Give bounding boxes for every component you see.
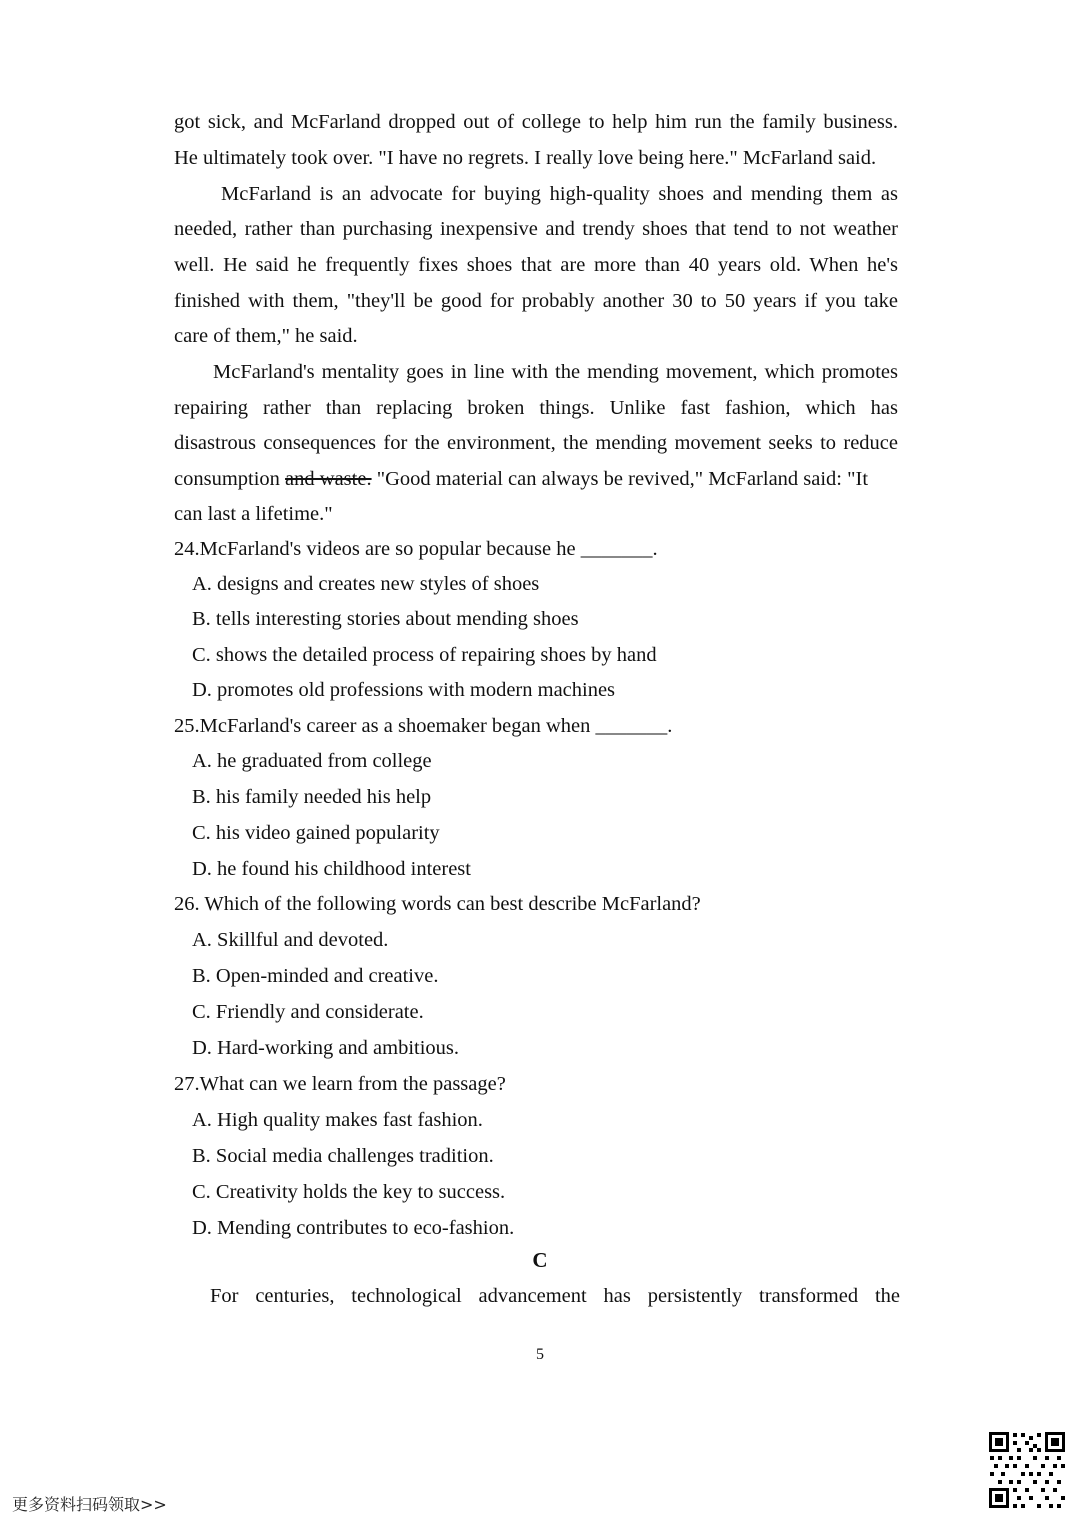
passage-line-11-struck: and waste. [285, 468, 372, 490]
page-number: 5 [536, 1346, 544, 1363]
question-24-option-c: C. shows the detailed process of repairing shoes by hand [192, 644, 657, 666]
qr-code-icon[interactable] [987, 1430, 1067, 1510]
question-26-option-d: D. Hard-working and ambitious. [192, 1037, 460, 1059]
passage-line-6: finished with them, "they'll be good for probably another 30 to 50 years if you take [174, 290, 898, 312]
question-26-option-b: B. Open-minded and creative. [192, 965, 439, 987]
question-25-option-a: A. he graduated from college [192, 750, 432, 772]
passage-line-7: care of them," he said. [174, 325, 358, 347]
passage-line-4: needed, rather than purchasing inexpensive and trendy shoes that tend to not weather [174, 218, 898, 240]
passage-line-1: got sick, and McFarland dropped out of college to help him run the family business. [174, 111, 898, 133]
section-c-heading: C [532, 1248, 548, 1272]
question-26-option-c: C. Friendly and considerate. [192, 1001, 424, 1023]
question-27-option-b: B. Social media challenges tradition. [192, 1145, 494, 1167]
qr-code-graphic [987, 1430, 1067, 1510]
footer-promo-link[interactable]: 更多资料扫码领取>> [12, 1495, 167, 1514]
passage-line-11-part-a: consumption [174, 468, 286, 490]
question-24-option-d: D. promotes old professions with modern machines [192, 679, 616, 701]
section-c-first-line: For centuries, technological advancement has persistently transformed the [210, 1285, 900, 1307]
question-24-option-a: A. designs and creates new styles of shoes [192, 573, 540, 595]
question-25-option-b: B. his family needed his help [192, 786, 432, 808]
passage-line-11 [174, 466, 898, 492]
question-24-option-b: B. tells interesting stories about mending shoes [192, 608, 579, 630]
passage-line-3: McFarland is an advocate for buying high-quality shoes and mending them as [221, 183, 898, 205]
question-27-option-d: D. Mending contributes to eco-fashion. [192, 1217, 515, 1239]
passage-line-5: well. He said he frequently fixes shoes that are more than 40 years old. When he's [174, 254, 898, 276]
passage-line-11-part-b: "Good material can always be revived," McFarland said: "It [371, 468, 869, 490]
question-25-option-c: C. his video gained popularity [192, 822, 440, 844]
question-27-option-c: C. Creativity holds the key to success. [192, 1181, 506, 1203]
question-24-stem: 24.McFarland's videos are so popular because he _______. [174, 538, 658, 560]
question-25-stem: 25.McFarland's career as a shoemaker began when _______. [174, 715, 673, 737]
question-25-option-d: D. he found his childhood interest [192, 858, 471, 880]
question-27-stem: 27.What can we learn from the passage? [174, 1073, 506, 1095]
passage-line-9: repairing rather than replacing broken things. Unlike fast fashion, which has [174, 397, 898, 419]
question-26-option-a: A. Skillful and devoted. [192, 929, 389, 951]
passage-line-8: McFarland's mentality goes in line with the mending movement, which promotes [213, 361, 898, 383]
question-27-option-a: A. High quality makes fast fashion. [192, 1109, 483, 1131]
passage-line-2: He ultimately took over. "I have no regrets. I really love being here." McFarland said. [174, 147, 877, 169]
passage-line-12: can last a lifetime." [174, 503, 333, 525]
passage-line-10: disastrous consequences for the environment, the mending movement seeks to reduce [174, 432, 898, 454]
question-26-stem: 26. Which of the following words can best describe McFarland? [174, 893, 701, 915]
